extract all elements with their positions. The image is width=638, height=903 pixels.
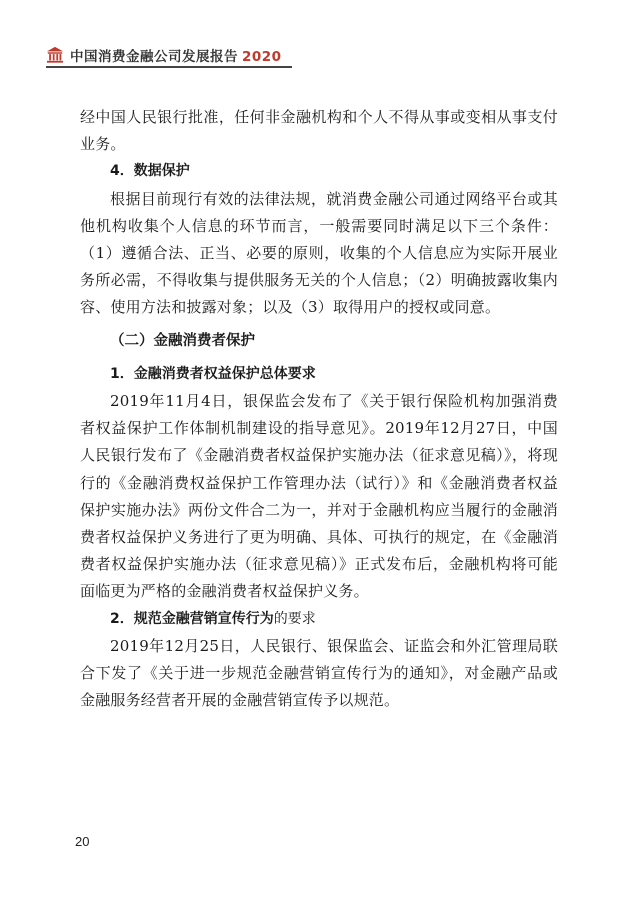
page-body: [80, 104, 558, 714]
heading-marketing-tail: 的要求: [273, 610, 316, 627]
page-header: [46, 42, 282, 68]
page-number: 20: [75, 834, 90, 849]
report-title-text: 中国消费金融公司发展报告: [70, 49, 238, 65]
paragraph-marketing: 2019年12月25日，人民银行、银保监会、证监会和外汇管理局联合下发了《关于进一步规范金融营销宣传行为的通知》，对金融产品或金融服务经营者开展的金融营销宣传予以规范。: [80, 636, 558, 710]
paragraph-overall-requirements: 2019年11月4日，银保监会发布了《关于银行保险机构加强消费者权益保护工作体制机制建设的指导意见》。2019年12月27日，中国人民银行发布了《金融消费者权益保护实施办法（征求意见稿）》，将现行的《金融消费权益保护工作管理办法（试行）》和《金融消费者权益保护实施办法》两份文件合二为一，并对于金融机构应当履行的金融消费者权益保护义务进行了更为明确、具体、可执行的规定，在《金融消费者权益保护实施办法（征求意见稿）》正式发布后，金融机构将可能面临更为严格的金融消费者权益保护义务。: [80, 392, 558, 601]
report-year: 2020: [242, 49, 282, 65]
heading-overall-requirements: 1．金融消费者权益保护总体要求: [110, 365, 316, 382]
header-rule: [46, 66, 292, 68]
bank-building-icon: [46, 46, 64, 64]
heading-marketing: [80, 606, 558, 633]
heading-consumer-protection: （二）金融消费者保护: [110, 332, 255, 349]
paragraph-payment: 经中国人民银行批准，任何非金融机构和个人不得从事或变相从事支付业务。: [80, 108, 558, 154]
heading-data-protection: 4．数据保护: [110, 163, 190, 180]
heading-marketing-bold: 2．规范金融营销宣传行为: [110, 610, 274, 627]
report-title: [70, 45, 282, 65]
paragraph-data-protection: 根据目前现行有效的法律法规，就消费金融公司通过网络平台或其他机构收集个人信息的环节而言，一般需要同时满足以下三个条件：（1）遵循合法、正当、必要的原则，收集的个人信息应为实际开展业务所必需，不得收集与提供服务无关的个人信息；（2）明确披露收集内容、使用方法和披露对象；以及（3）取得用户的授权或同意。: [80, 189, 558, 317]
